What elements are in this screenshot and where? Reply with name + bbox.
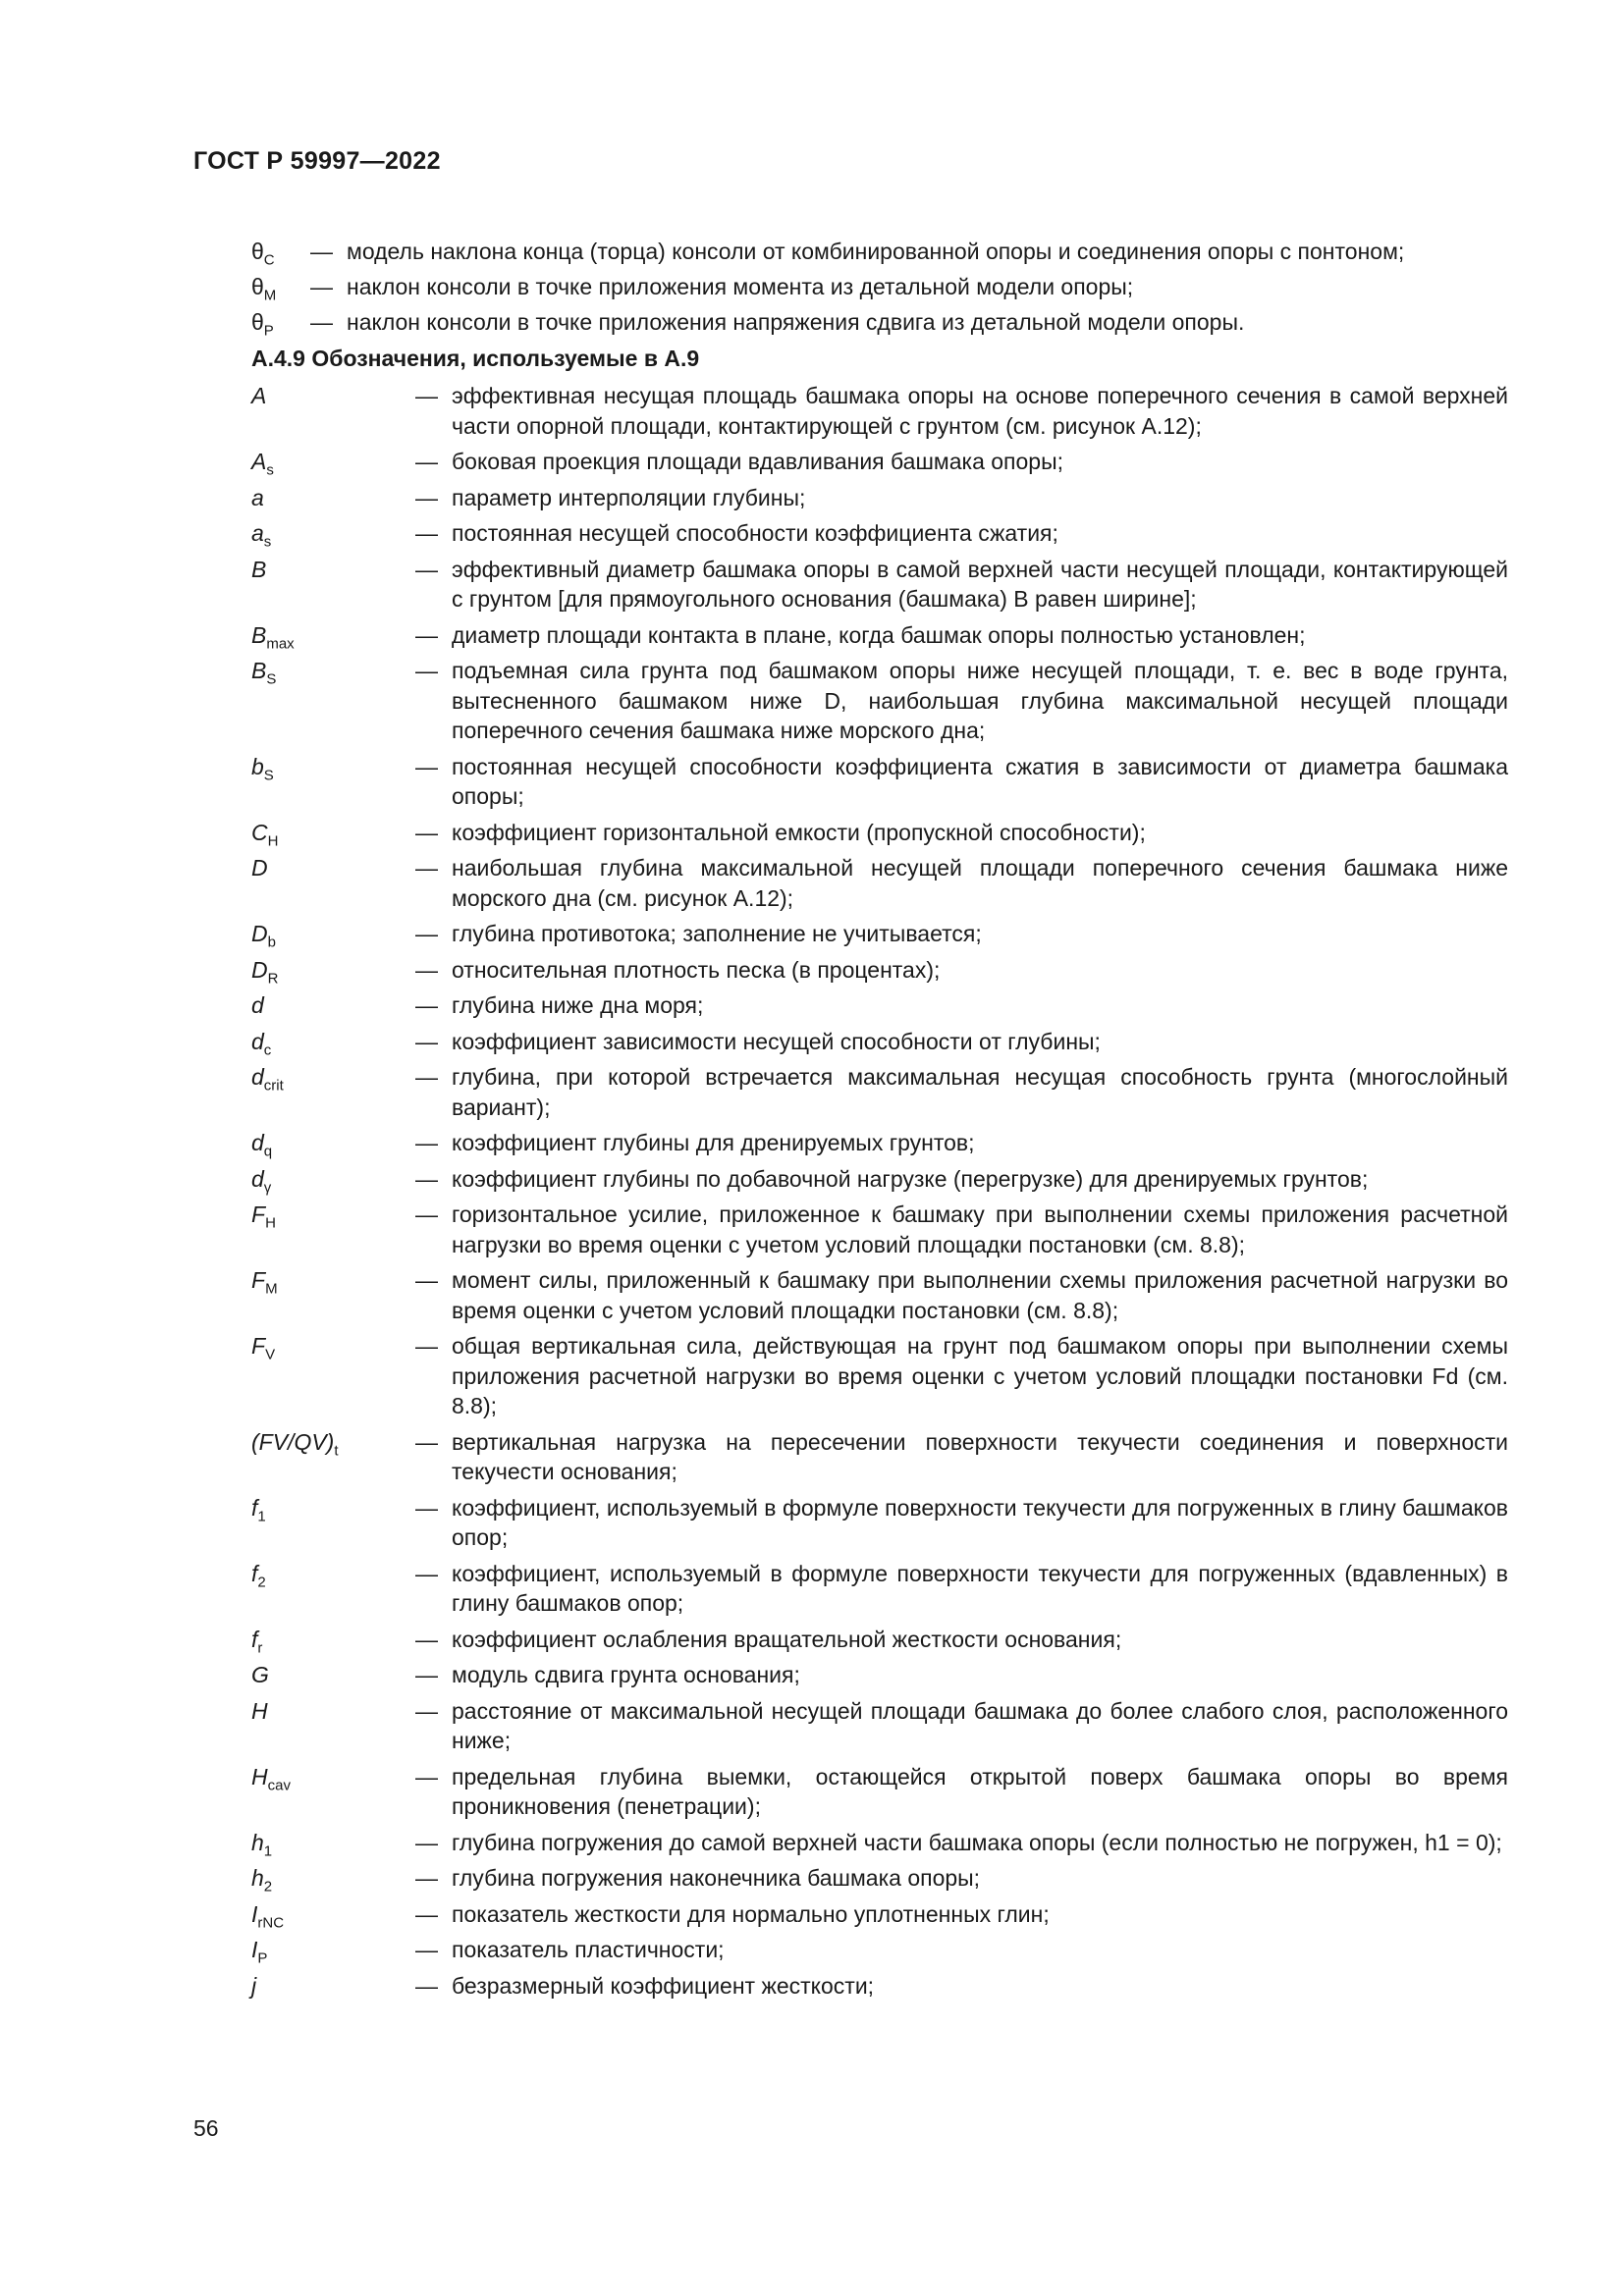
symbol-subscript: r xyxy=(257,1639,263,1657)
symbol-base: d xyxy=(251,1130,264,1155)
definition-text: общая вертикальная сила, действующая на грунт под башмаком опоры при выполнении схемы приложения расчетной нагрузки во время оценки с учетом условий площадки постановки Fd (см. 8.8); xyxy=(452,1333,1508,1418)
definition-text: эффективная несущая площадь башмака опоры на основе поперечного сечения в самой верхней части опорной площади, контактирующей с грунтом (см. рисунок А.12); xyxy=(452,383,1508,439)
symbol-base: θ xyxy=(251,274,264,299)
definition-symbol xyxy=(251,1027,415,1057)
definition-row xyxy=(251,1062,1508,1122)
definition-symbol xyxy=(251,1128,415,1158)
definition-symbol xyxy=(251,1265,415,1325)
symbol-base: θ xyxy=(251,309,264,335)
definition-text: параметр интерполяции глубины; xyxy=(452,484,806,510)
definition-dash: — xyxy=(415,1165,438,1192)
definition-row xyxy=(251,990,1508,1021)
symbol-base: F xyxy=(251,1201,266,1227)
symbol-subscript: max xyxy=(266,635,295,653)
definition-text: вертикальная нагрузка на пересечении поверхности текучести соединения и поверхности текучести основания; xyxy=(452,1428,1508,1484)
definition-row xyxy=(251,1164,1508,1195)
definition-dash: — xyxy=(415,621,438,648)
definition-row xyxy=(251,1863,1508,1894)
definition-row xyxy=(251,656,1508,746)
definition-symbol xyxy=(251,955,415,986)
definition-symbol xyxy=(251,1935,415,1965)
definition-row xyxy=(251,818,1508,848)
definition-symbol xyxy=(251,1762,415,1822)
definition-symbol xyxy=(251,853,415,913)
definition-row xyxy=(251,1331,1508,1421)
definition-dash: — xyxy=(415,1028,438,1054)
symbol-base: D xyxy=(251,956,268,983)
definition-dash: — xyxy=(415,1697,438,1724)
definition-symbol xyxy=(251,1625,415,1655)
theta-row xyxy=(251,304,1523,340)
definition-row xyxy=(251,1828,1508,1858)
theta-dash: — xyxy=(310,239,333,264)
definition-text: коэффициент глубины по добавочной нагрузке (перегрузке) для дренируемых грунтов; xyxy=(452,1165,1369,1192)
definition-row xyxy=(251,555,1508,614)
definition-row xyxy=(251,853,1508,913)
symbol-base: B xyxy=(251,556,267,582)
symbol-base: D xyxy=(251,921,268,946)
theta-description: модель наклона конца (торца) консоли от комбинированной опоры и соединения опоры с понтоном; xyxy=(347,239,1405,264)
theta-description: наклон консоли в точке приложения напряжения сдвига из детальной модели опоры. xyxy=(347,309,1245,335)
symbol-base: B xyxy=(251,658,267,683)
symbol-base: A xyxy=(251,449,267,474)
definition-row xyxy=(251,1128,1508,1158)
symbol-subscript: b xyxy=(267,934,276,951)
definition-dash: — xyxy=(415,1972,438,1999)
definition-dash: — xyxy=(415,1560,438,1586)
definition-symbol xyxy=(251,656,415,746)
symbol-base: H xyxy=(251,1763,268,1789)
definition-row xyxy=(251,1493,1508,1553)
definition-row xyxy=(251,1660,1508,1690)
definition-text: постоянная несущей способности коэффициента сжатия; xyxy=(452,520,1058,546)
definition-text: расстояние от максимальной несущей площади башмака до более слабого слоя, расположенного ниже; xyxy=(452,1697,1508,1753)
theta-symbol xyxy=(251,269,310,304)
symbol-subscript: H xyxy=(265,1214,276,1232)
symbol-subscript: s xyxy=(263,533,272,551)
symbol-subscript: rNC xyxy=(257,1914,285,1932)
definition-row xyxy=(251,1971,1508,2002)
definition-text: горизонтальное усилие, приложенное к башмаку при выполнении схемы приложения расчетной нагрузки во время оценки с учетом условий площадки постановки (см. 8.8); xyxy=(452,1201,1508,1257)
symbol-base: I xyxy=(251,1900,258,1927)
definition-row xyxy=(251,1899,1508,1930)
symbol-subscript: cav xyxy=(267,1777,291,1794)
definition-row xyxy=(251,1625,1508,1655)
theta-row xyxy=(251,234,1523,269)
symbol-base: f xyxy=(251,1626,258,1652)
definition-text: глубина ниже дна моря; xyxy=(452,992,704,1018)
theta-symbol-list xyxy=(251,234,1523,340)
definition-symbol xyxy=(251,447,415,477)
symbol-subscript: P xyxy=(263,322,274,340)
page-number: 56 xyxy=(193,2115,219,2141)
symbol-subscript: H xyxy=(267,832,279,850)
definition-symbol xyxy=(251,1427,415,1487)
symbol-base: F xyxy=(251,1267,266,1293)
definition-text: постоянная несущей способности коэффициента сжатия в зависимости от диаметра башмака опоры; xyxy=(452,753,1508,809)
definition-dash: — xyxy=(415,1333,438,1359)
definition-row xyxy=(251,1935,1508,1965)
document-header: ГОСТ Р 59997—2022 xyxy=(193,147,441,175)
definition-dash: — xyxy=(415,1428,438,1455)
definition-dash: — xyxy=(415,1267,438,1293)
definition-row xyxy=(251,381,1508,441)
definition-text: наибольшая глубина максимальной несущей площади поперечного сечения башмака ниже морского дна (см. рисунок А.12); xyxy=(452,855,1508,911)
symbol-base: (FV/QV) xyxy=(251,1428,335,1455)
theta-symbol xyxy=(251,234,310,269)
definition-dash: — xyxy=(415,1064,438,1090)
definition-text: подъемная сила грунта под башмаком опоры ниже несущей площади, т. е. вес в воде грунта, вытесненного башмаком ниже D, наибольшая глубина максимальной несущей площади поперечного сечения башмака ниже морского дна; xyxy=(452,658,1508,743)
symbol-base: f xyxy=(251,1494,258,1521)
definition-symbol xyxy=(251,1971,415,2002)
symbol-base: d xyxy=(251,1028,264,1054)
symbol-base: A xyxy=(251,383,267,408)
section-title: А.4.9 Обозначения, используемые в А.9 xyxy=(251,346,700,371)
definition-symbol xyxy=(251,483,415,513)
symbol-base: h xyxy=(251,1865,264,1891)
definition-text: коэффициент, используемый в формуле поверхности текучести для погруженных (вдавленных) в глину башмаков опор; xyxy=(452,1560,1508,1616)
definition-row xyxy=(251,620,1508,651)
definition-symbol xyxy=(251,620,415,651)
symbol-subscript: S xyxy=(266,670,277,688)
symbol-subscript: P xyxy=(257,1949,268,1967)
symbol-base: h xyxy=(251,1829,264,1855)
definition-row xyxy=(251,1265,1508,1325)
theta-dash: — xyxy=(310,309,333,335)
symbol-base: a xyxy=(251,520,264,546)
definition-dash: — xyxy=(415,921,438,946)
symbol-base: C xyxy=(251,819,268,845)
symbol-subscript: M xyxy=(263,287,277,304)
definition-dash: — xyxy=(415,855,438,881)
symbol-subscript: 2 xyxy=(257,1574,266,1591)
definition-dash: — xyxy=(415,1937,438,1962)
definition-symbol xyxy=(251,1200,415,1259)
symbol-base: D xyxy=(251,855,268,881)
definition-dash: — xyxy=(415,1763,438,1789)
definition-text: глубина погружения до самой верхней части башмака опоры (если полностью не погружен, h1 = 0); xyxy=(452,1829,1502,1855)
symbol-base: B xyxy=(251,621,267,648)
definition-symbol xyxy=(251,518,415,549)
symbol-base: b xyxy=(251,753,264,779)
definition-dash: — xyxy=(415,383,438,408)
definition-row xyxy=(251,752,1508,812)
definition-text: эффективный диаметр башмака опоры в самой верхней части несущей площади, контактирующей с грунтом [для прямоугольного основания (башмака) B равен ширине]; xyxy=(452,556,1508,612)
definition-row xyxy=(251,1696,1508,1756)
symbol-subscript: 1 xyxy=(257,1508,266,1525)
symbol-subscript: M xyxy=(265,1280,278,1298)
definition-text: коэффициент, используемый в формуле поверхности текучести для погруженных в глину башмаков опор; xyxy=(452,1494,1508,1550)
symbol-base: j xyxy=(251,1972,257,1999)
definition-symbol xyxy=(251,1828,415,1858)
symbol-subscript: 1 xyxy=(263,1842,273,1860)
symbol-base: I xyxy=(251,1937,258,1962)
definition-text: коэффициент горизонтальной емкости (пропускной способности); xyxy=(452,819,1146,845)
symbol-subscript: crit xyxy=(263,1077,284,1095)
definition-text: диаметр площади контакта в плане, когда башмак опоры полностью установлен; xyxy=(452,621,1306,648)
definition-dash: — xyxy=(415,449,438,474)
definition-dash: — xyxy=(415,1865,438,1891)
definition-symbol xyxy=(251,990,415,1021)
definition-symbol xyxy=(251,1559,415,1619)
definition-symbol xyxy=(251,1493,415,1553)
theta-symbol xyxy=(251,304,310,340)
symbol-base: G xyxy=(251,1662,269,1687)
definition-symbol xyxy=(251,381,415,441)
definition-row xyxy=(251,1427,1508,1487)
symbol-base: F xyxy=(251,1333,266,1359)
definition-dash: — xyxy=(415,819,438,845)
definition-dash: — xyxy=(415,520,438,546)
definition-dash: — xyxy=(415,956,438,983)
symbol-subscript: q xyxy=(263,1143,273,1160)
symbol-subscript: s xyxy=(266,461,274,479)
definition-symbol xyxy=(251,1660,415,1690)
definition-symbol xyxy=(251,1899,415,1930)
symbol-base: d xyxy=(251,1064,264,1090)
definition-symbol xyxy=(251,818,415,848)
definition-text: момент силы, приложенный к башмаку при выполнении схемы приложения расчетной нагрузки во время оценки с учетом условий площадки постановки (см. 8.8); xyxy=(452,1267,1508,1323)
definition-dash: — xyxy=(415,1662,438,1687)
definition-text: предельная глубина выемки, остающейся открытой поверх башмака опоры во время проникновения (пенетрации); xyxy=(452,1763,1508,1819)
symbol-subscript: S xyxy=(263,767,274,784)
definition-symbol xyxy=(251,752,415,812)
definition-dash: — xyxy=(415,484,438,510)
definition-text: показатель жесткости для нормально уплотненных глин; xyxy=(452,1900,1050,1927)
definition-text: модуль сдвига грунта основания; xyxy=(452,1662,800,1687)
definition-row xyxy=(251,955,1508,986)
definition-dash: — xyxy=(415,992,438,1018)
symbol-base: f xyxy=(251,1560,258,1586)
symbol-base: d xyxy=(251,1165,264,1192)
definition-text: глубина, при которой встречается максимальная несущая способность грунта (многослойный вариант); xyxy=(452,1064,1508,1120)
definition-row xyxy=(251,1200,1508,1259)
symbol-base: a xyxy=(251,484,264,510)
symbol-subscript: t xyxy=(334,1442,339,1460)
definition-dash: — xyxy=(415,1201,438,1227)
definition-row xyxy=(251,518,1508,549)
definition-text: показатель пластичности; xyxy=(452,1937,725,1962)
symbol-subscript: C xyxy=(263,251,275,269)
symbol-subscript: V xyxy=(265,1346,276,1363)
definition-text: глубина погружения наконечника башмака опоры; xyxy=(452,1865,981,1891)
definition-text: боковая проекция площади вдавливания башмака опоры; xyxy=(452,449,1063,474)
theta-row xyxy=(251,269,1523,304)
symbol-base: θ xyxy=(251,239,264,264)
definition-row xyxy=(251,483,1508,513)
definition-symbol xyxy=(251,1696,415,1756)
definition-text: безразмерный коэффициент жесткости; xyxy=(452,1972,875,1999)
definition-dash: — xyxy=(415,556,438,582)
definition-symbol xyxy=(251,919,415,949)
definition-dash: — xyxy=(415,1494,438,1521)
theta-description: наклон консоли в точке приложения момента из детальной модели опоры; xyxy=(347,274,1134,299)
symbol-base: H xyxy=(251,1697,268,1724)
symbol-base: d xyxy=(251,992,264,1018)
definition-dash: — xyxy=(415,1130,438,1155)
definition-dash: — xyxy=(415,753,438,779)
definition-text: глубина противотока; заполнение не учитывается; xyxy=(452,921,982,946)
definition-text: относительная плотность песка (в процентах); xyxy=(452,956,941,983)
symbol-subscript: c xyxy=(263,1041,272,1059)
definition-text: коэффициент глубины для дренируемых грунтов; xyxy=(452,1130,975,1155)
symbol-subscript: γ xyxy=(263,1179,272,1197)
definition-row xyxy=(251,1559,1508,1619)
definition-row xyxy=(251,1027,1508,1057)
definition-list xyxy=(251,381,1508,2006)
definition-symbol xyxy=(251,1863,415,1894)
definition-dash: — xyxy=(415,1626,438,1652)
symbol-subscript: R xyxy=(267,970,279,988)
definition-text: коэффициент зависимости несущей способности от глубины; xyxy=(452,1028,1101,1054)
definition-row xyxy=(251,447,1508,477)
definition-symbol xyxy=(251,1331,415,1421)
definition-text: коэффициент ослабления вращательной жесткости основания; xyxy=(452,1626,1122,1652)
definition-row xyxy=(251,1762,1508,1822)
definition-symbol xyxy=(251,1164,415,1195)
definition-dash: — xyxy=(415,658,438,683)
definition-symbol xyxy=(251,1062,415,1122)
definition-row xyxy=(251,919,1508,949)
definition-dash: — xyxy=(415,1829,438,1855)
definition-symbol xyxy=(251,555,415,614)
symbol-subscript: 2 xyxy=(263,1878,273,1896)
theta-dash: — xyxy=(310,274,333,299)
definition-dash: — xyxy=(415,1900,438,1927)
